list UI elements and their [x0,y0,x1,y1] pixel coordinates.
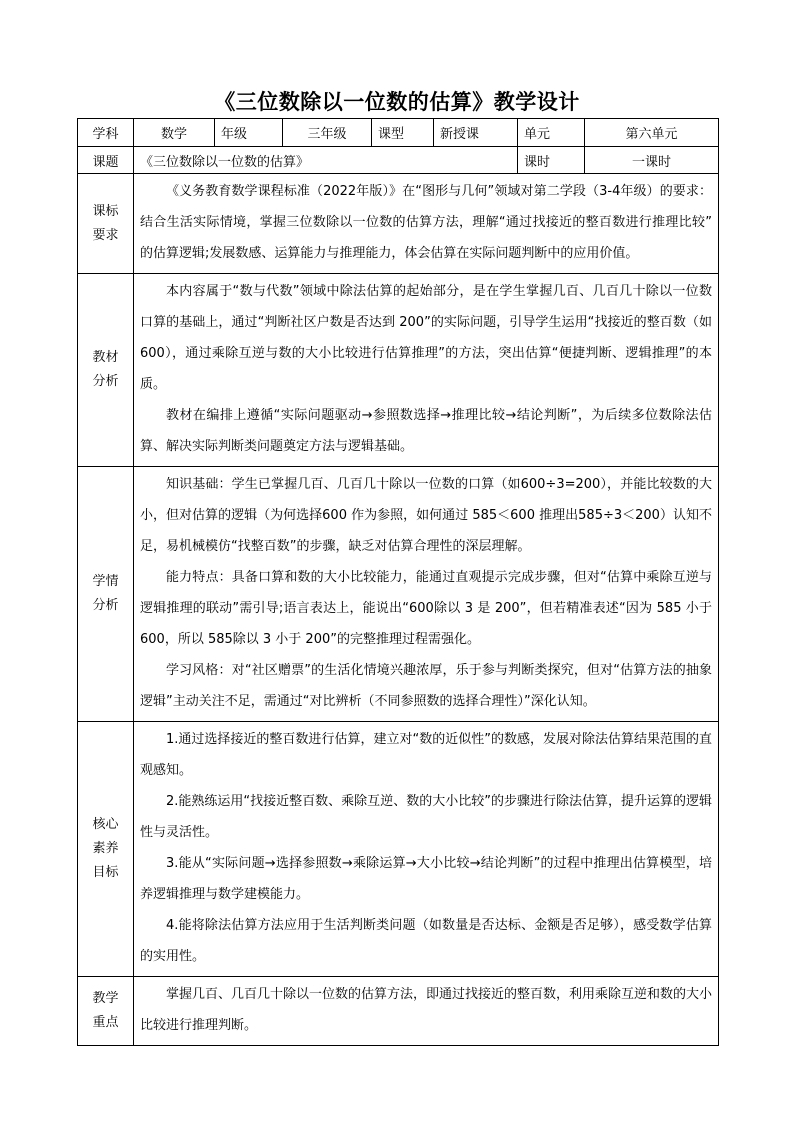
section-label [78,722,134,977]
section-label-line: 学情 [92,574,119,589]
lesson-plan-table [77,118,719,1046]
section-paragraph: 学习风格：对“社区赠票”的生活化情境兴趣浓厚，乐于参与判断类探究，但对“估算方法的抽象逻辑”主动关注不足，需通过“对比辨析（不同参照数的选择合理性）”深化认知。 [140,663,712,709]
section-paragraph: 2.能熟练运用“找接近整百数、乘除互逆、数的大小比较”的步骤进行除法估算，提升运算的逻辑性与灵活性。 [140,794,712,840]
section-paragraph: 掌握几百、几百几十除以一位数的估算方法，即通过找接近的整百数，利用乘除互逆和数的大小比较进行推理判断。 [140,987,713,1033]
section-paragraph: 《义务教育数学课程标准（2022年版）》在“图形与几何”领域对第二学段（3-4年级）的要求：结合生活实际情境，掌握三位数除以一位数的估算方法，理解“通过找接近的整百数进行推理比较” 的估算逻辑;发展数感、运算能力与推理能力，体会估算在实际问题判断中的应用价值。 [140,184,712,261]
section-row-curriculum-standard [78,174,719,274]
section-paragraph: 知识基础：学生已掌握几百、几百几十除以一位数的口算（如600÷3=200），并能比较数的大小，但对估算的逻辑（为何选择600 作为参照，如何通过 585＜600 推理出585÷3＜200）认知不足，易机械模仿“找整百数”的步骤，缺乏对估算合理性的深层理解。 [140,477,712,554]
section-label-line: 分析 [92,598,119,613]
unit-value: 第六单元 [585,119,719,147]
section-label-line: 分析 [92,374,119,389]
info-row-2 [78,147,719,174]
section-label-line: 重点 [92,1015,119,1030]
section-content [134,174,719,274]
section-label-line: 要求 [92,227,119,243]
section-content [134,977,719,1046]
section-label [78,977,134,1046]
class-hours-label: 课时 [518,147,585,174]
section-label-line: 课标 [92,203,119,219]
section-label [78,274,134,467]
document-title: 《三位数除以一位数的估算》教学设计 [214,90,580,114]
section-row-student-analysis [78,467,719,722]
lesson-type-value: 新授课 [434,119,518,147]
section-paragraph: 4.能将除法估算方法应用于生活判断类问题（如数量是否达标、金额是否足够），感受数学估算的实用性。 [140,918,712,964]
section-content [134,722,719,977]
section-paragraph: 本内容属于“数与代数”领域中除法估算的起始部分，是在学生掌握几百、几百几十除以一位数口算的基础上，通过“判断社区户数是否达到 200”的实际问题，引导学生运用“找接近的整百数（如600），通过乘除互逆与数的大小比较进行估算推理”的方法，突出估算“便捷判断、逻辑推理”的本质。 [140,284,712,392]
lesson-type-label: 课型 [372,119,434,147]
section-paragraph: 3.能从“实际问题→选择参照数→乘除运算→大小比较→结论判断”的过程中推理出估算模型，培养逻辑推理与数学建模能力。 [140,856,712,902]
section-label [78,174,134,274]
section-label-line: 教学 [92,991,119,1006]
unit-label: 单元 [518,119,585,147]
topic-label: 课题 [78,147,134,174]
section-paragraph: 能力特点：具备口算和数的大小比较能力，能通过直观提示完成步骤，但对“估算中乘除互逆与逻辑推理的联动”需引导;语言表达上，能说出“600除以 3 是 200”，但若精准表述“因为 585 小于 600，所以 585除以 3 小于 200”的完整推理过程需强化。 [140,570,712,647]
section-paragraph: 教材在编排上遵循“实际问题驱动→参照数选择→推理比较→结论判断”，为后续多位数除法估算、解决实际判断类问题奠定方法与逻辑基础。 [140,408,712,454]
section-row-textbook-analysis [78,274,719,467]
class-hours-value: 一课时 [585,147,719,174]
subject-value: 数学 [134,119,215,147]
section-content [134,467,719,722]
section-label [78,467,134,722]
section-label-line: 素养 [92,841,119,856]
section-paragraph: 1.通过选择接近的整百数进行估算，建立对“数的近似性”的数感，发展对除法估算结果范围的直观感知。 [140,732,712,778]
section-content [134,274,719,467]
grade-label: 年级 [215,119,283,147]
section-label-line: 目标 [92,865,119,880]
section-row-teaching-focus [78,977,719,1046]
grade-value: 三年级 [283,119,372,147]
section-label-line: 教材 [92,350,119,365]
section-row-core-literacy-goals [78,722,719,977]
topic-value: 《三位数除以一位数的估算》 [134,147,518,174]
subject-label: 学科 [78,119,134,147]
info-row-1 [78,119,719,147]
section-label-line: 核心 [92,817,119,832]
